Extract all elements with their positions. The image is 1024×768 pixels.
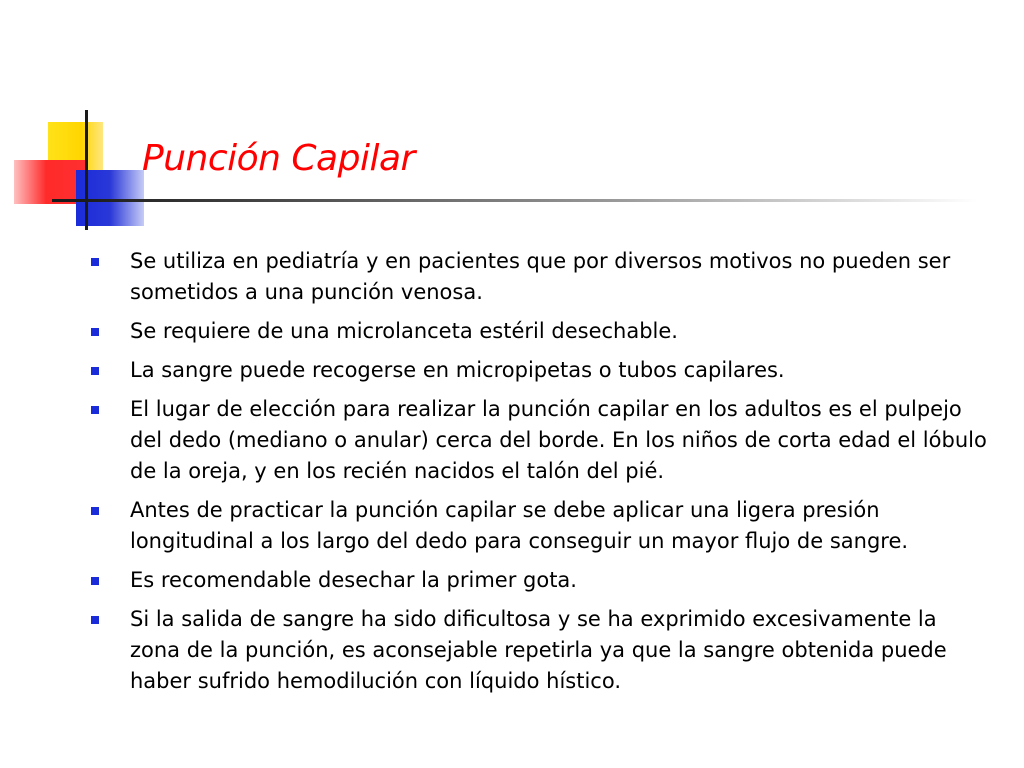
square-bullet-icon [91, 616, 99, 624]
vertical-line-decoration [85, 110, 88, 230]
bullet-item [88, 495, 988, 557]
square-bullet-icon [91, 507, 99, 515]
bullet-text: Antes de practicar la punción capilar se debe aplicar una ligera presión longitudinal a los largo del dedo para conseguir un mayor flujo de sangre. [130, 498, 909, 553]
bullet-text: Se utiliza en pediatría y en pacientes que por diversos motivos no pueden ser sometidos a una punción venosa. [130, 249, 951, 304]
square-bullet-icon [91, 577, 99, 585]
bullet-item [88, 394, 988, 487]
square-bullet-icon [91, 328, 99, 336]
bullet-item [88, 355, 988, 386]
bullet-item [88, 565, 988, 596]
bullet-text: Es recomendable desechar la primer gota. [130, 568, 577, 592]
bullet-text: La sangre puede recogerse en micropipetas o tubos capilares. [130, 358, 785, 382]
bullet-item [88, 246, 988, 308]
title-underline-rule [78, 199, 978, 202]
bullet-text: El lugar de elección para realizar la punción capilar en los adultos es el pulpejo del dedo (mediano o anular) cerca del borde. En los niños de corta edad el lóbulo de la oreja, y en los recién nacidos el talón del pié. [130, 397, 987, 483]
bullet-list [88, 246, 988, 705]
bullet-text: Si la salida de sangre ha sido dificultosa y se ha exprimido excesivamente la zona de la punción, es aconsejable repetirla ya que la sangre obtenida puede haber sufrido hemodilución con líquido hístico. [130, 607, 947, 693]
bullet-item [88, 316, 988, 347]
bullet-text: Se requiere de una microlanceta estéril desechable. [130, 319, 678, 343]
decorative-squares-logo [0, 0, 200, 240]
square-bullet-icon [91, 406, 99, 414]
bullet-item [88, 604, 988, 697]
square-bullet-icon [91, 258, 99, 266]
square-bullet-icon [91, 367, 99, 375]
slide-title: Punción Capilar [142, 138, 415, 179]
